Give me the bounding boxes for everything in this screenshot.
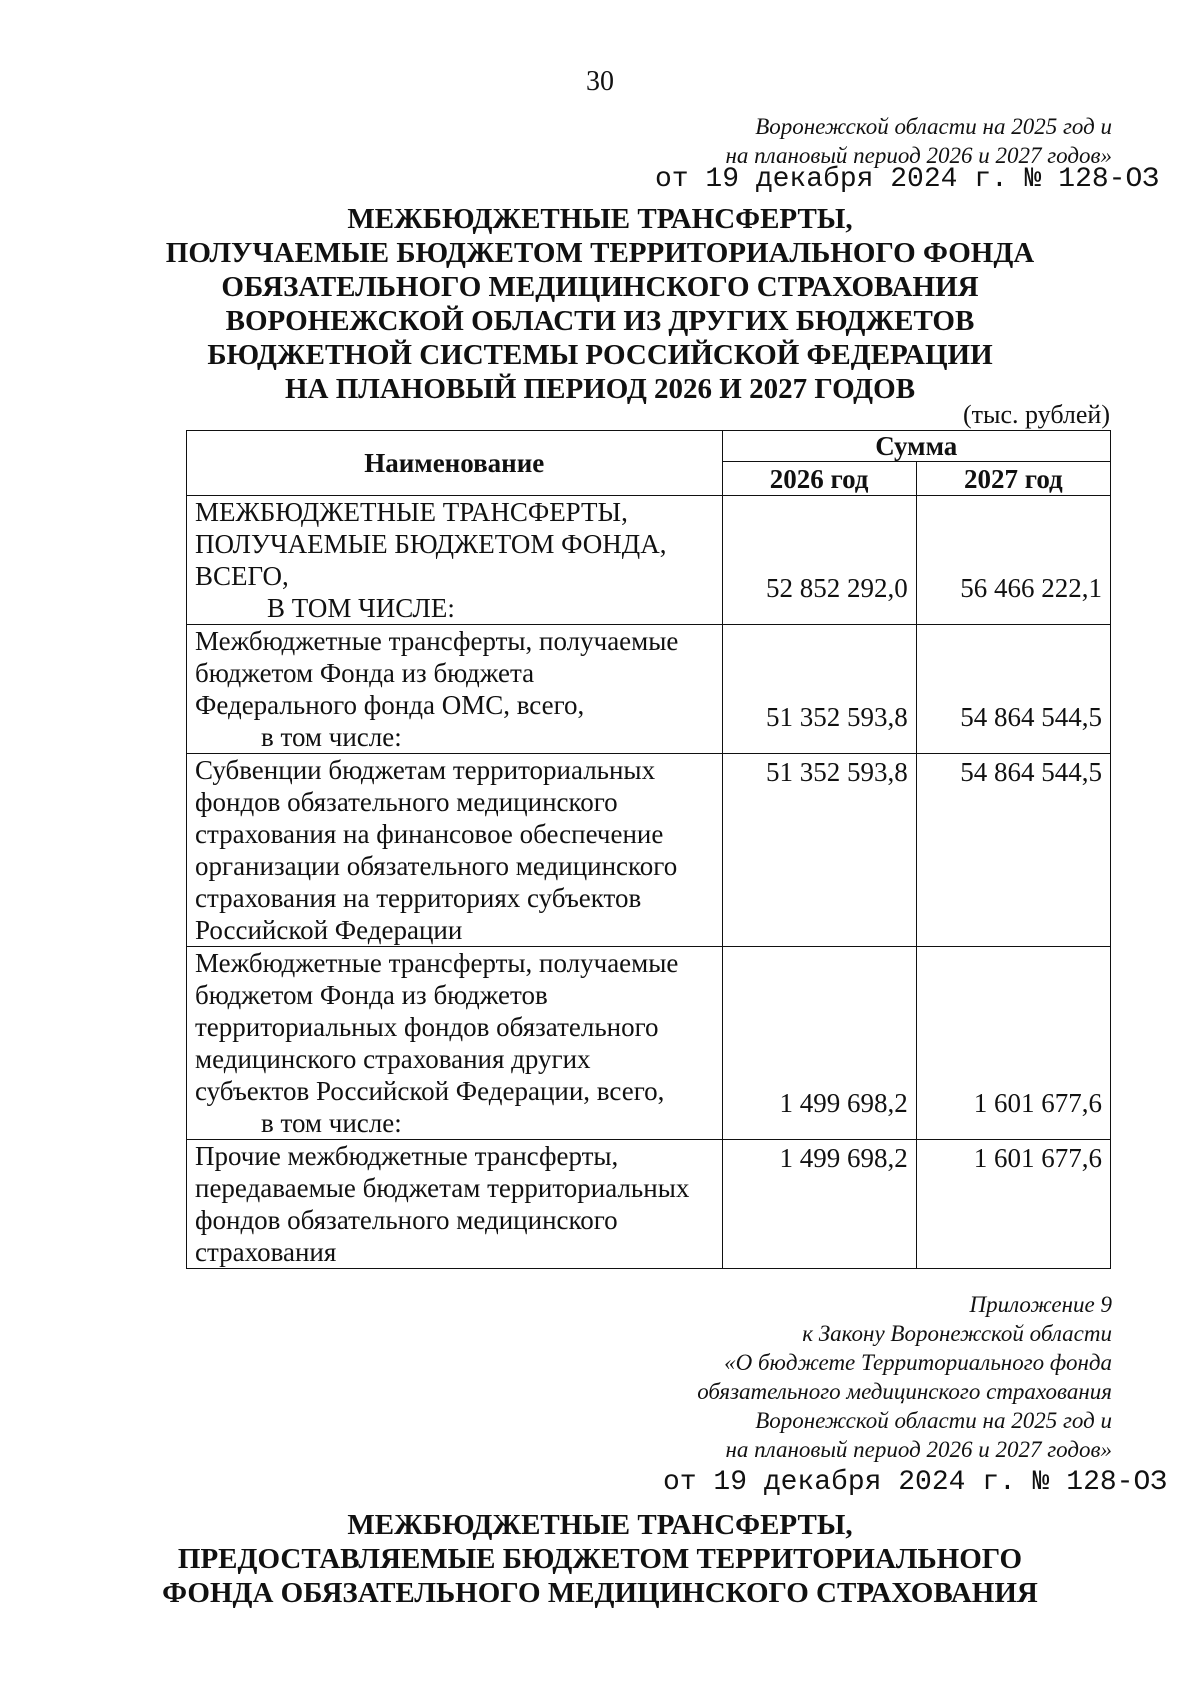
row-value-2027: 1 601 677,6 bbox=[916, 947, 1110, 1140]
row-name-line: Прочие межбюджетные трансферты, bbox=[195, 1141, 619, 1171]
title-line: МЕЖБЮДЖЕТНЫЕ ТРАНСФЕРТЫ, bbox=[347, 1509, 853, 1541]
header-name: Наименование bbox=[187, 431, 723, 496]
row-name-line: фондов обязательного медицинского bbox=[195, 1205, 618, 1235]
title-line: ФОНДА ОБЯЗАТЕЛЬНОГО МЕДИЦИНСКОГО СТРАХОВАНИЯ bbox=[162, 1577, 1038, 1609]
row-name bbox=[187, 754, 723, 947]
row-name-line: ВСЕГО, bbox=[195, 561, 289, 591]
unit-label: (тыс. рублей) bbox=[962, 400, 1110, 429]
table-header-row bbox=[187, 431, 1111, 462]
row-name-line: Субвенции бюджетам территориальных bbox=[195, 755, 656, 785]
approval-line: к Закону Воронежской области bbox=[802, 1321, 1112, 1346]
table-row bbox=[187, 754, 1111, 947]
row-value-2026: 1 499 698,2 bbox=[722, 1140, 916, 1269]
title-line: МЕЖБЮДЖЕТНЫЕ ТРАНСФЕРТЫ, bbox=[347, 203, 853, 235]
row-subnote: в том числе: bbox=[261, 722, 402, 752]
row-name-line: субъектов Российской Федерации, всего, bbox=[195, 1076, 665, 1106]
title-line: ВОРОНЕЖСКОЙ ОБЛАСТИ ИЗ ДРУГИХ БЮДЖЕТОВ bbox=[225, 305, 975, 337]
table-row bbox=[187, 625, 1111, 754]
transfers-table bbox=[186, 430, 1111, 1269]
row-name-line: бюджетом Фонда из бюджетов bbox=[195, 980, 548, 1010]
row-value-2027: 1 601 677,6 bbox=[916, 1140, 1110, 1269]
row-value-2026: 51 352 593,8 bbox=[722, 625, 916, 754]
table-row bbox=[187, 1140, 1111, 1269]
row-name bbox=[187, 625, 723, 754]
row-name-line: территориальных фондов обязательного bbox=[195, 1012, 659, 1042]
table-row bbox=[187, 947, 1111, 1140]
row-name-line: фондов обязательного медицинского bbox=[195, 787, 618, 817]
row-name bbox=[187, 1140, 723, 1269]
row-value-2027: 54 864 544,5 bbox=[916, 625, 1110, 754]
row-name-line: страхования на финансовое обеспечение bbox=[195, 819, 664, 849]
row-name-line: Федерального фонда ОМС, всего, bbox=[195, 690, 585, 720]
approval-reference-top bbox=[725, 112, 1112, 170]
title-line: БЮДЖЕТНОЙ СИСТЕМЫ РОССИЙСКОЙ ФЕДЕРАЦИИ bbox=[207, 339, 993, 371]
row-name bbox=[187, 947, 723, 1140]
row-name-line: ПОЛУЧАЕМЫЕ БЮДЖЕТОМ ФОНДА, bbox=[195, 529, 667, 559]
document-title-top bbox=[0, 202, 1200, 406]
row-name-line: медицинского страхования других bbox=[195, 1044, 591, 1074]
approval-line: на плановый период 2026 и 2027 годов» bbox=[725, 143, 1112, 168]
row-subnote: в том числе: bbox=[261, 1108, 402, 1138]
title-line: ПРЕДОСТАВЛЯЕМЫЕ БЮДЖЕТОМ ТЕРРИТОРИАЛЬНОГО bbox=[177, 1543, 1023, 1575]
row-name-line: организации обязательного медицинского bbox=[195, 851, 678, 881]
document-title-bottom bbox=[0, 1508, 1200, 1610]
title-line: ОБЯЗАТЕЛЬНОГО МЕДИЦИНСКОГО СТРАХОВАНИЯ bbox=[221, 271, 979, 303]
row-name-line: Российской Федерации bbox=[195, 915, 463, 945]
header-year-2026: 2026 год bbox=[722, 462, 916, 496]
row-name-line: передаваемые бюджетам территориальных bbox=[195, 1173, 690, 1203]
row-name-line: бюджетом Фонда из бюджета bbox=[195, 658, 535, 688]
row-value-2027: 56 466 222,1 bbox=[916, 496, 1110, 625]
header-sum: Сумма bbox=[722, 431, 1111, 462]
row-name bbox=[187, 496, 723, 625]
header-year-2027: 2027 год bbox=[916, 462, 1110, 496]
row-value-2026: 1 499 698,2 bbox=[722, 947, 916, 1140]
approval-line: Воронежской области на 2025 год и bbox=[755, 114, 1112, 139]
title-line: ПОЛУЧАЕМЫЕ БЮДЖЕТОМ ТЕРРИТОРИАЛЬНОГО ФОНДА bbox=[165, 237, 1035, 269]
approval-line: Приложение 9 bbox=[969, 1292, 1112, 1317]
approval-line: на плановый период 2026 и 2027 годов» bbox=[725, 1437, 1112, 1462]
approval-line: «О бюджете Территориального фонда bbox=[724, 1350, 1112, 1375]
row-name-line: МЕЖБЮДЖЕТНЫЕ ТРАНСФЕРТЫ, bbox=[195, 497, 628, 527]
row-name-line: страхования на территориях субъектов bbox=[195, 883, 642, 913]
approval-reference-bottom bbox=[697, 1290, 1112, 1464]
row-value-2027: 54 864 544,5 bbox=[916, 754, 1110, 947]
title-line: НА ПЛАНОВЫЙ ПЕРИОД 2026 И 2027 ГОДОВ bbox=[284, 373, 916, 405]
approval-line: обязательного медицинского страхования bbox=[697, 1379, 1112, 1404]
law-date-stamp-top: от 19 декабря 2024 г. № 128-ОЗ bbox=[655, 164, 1160, 195]
row-name-line: Межбюджетные трансферты, получаемые bbox=[195, 626, 679, 656]
row-subnote: В ТОМ ЧИСЛЕ: bbox=[267, 593, 455, 623]
table-row bbox=[187, 496, 1111, 625]
row-value-2026: 52 852 292,0 bbox=[722, 496, 916, 625]
law-date-stamp-bottom: от 19 декабря 2024 г. № 128-ОЗ bbox=[663, 1467, 1168, 1498]
approval-line: Воронежской области на 2025 год и bbox=[755, 1408, 1112, 1433]
page-number: 30 bbox=[586, 66, 614, 97]
row-name-line: страхования bbox=[195, 1237, 337, 1267]
row-value-2026: 51 352 593,8 bbox=[722, 754, 916, 947]
row-name-line: Межбюджетные трансферты, получаемые bbox=[195, 948, 679, 978]
